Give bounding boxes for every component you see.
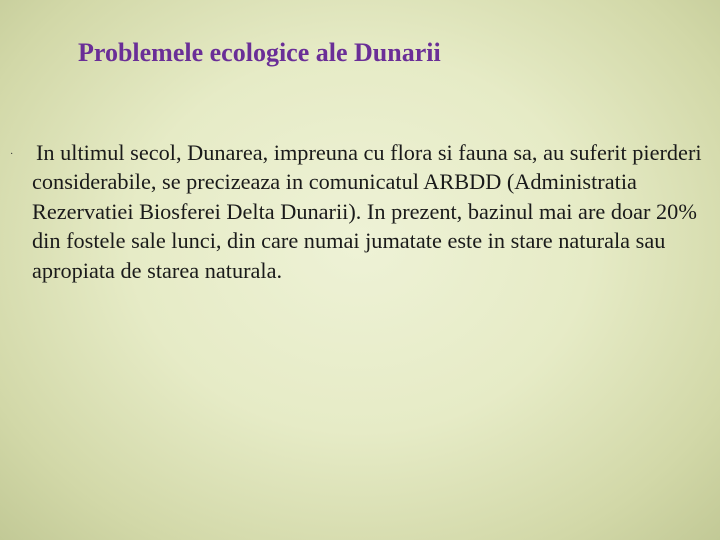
- bullet-text: In ultimul secol, Dunarea, impreuna cu flora si fauna sa, au suferit pierderi considerabile, se precizeaza in comunicatul ARBDD (Administratia Rezervatiei Biosferei Delta Dunarii). In prezent, bazinul mai are doar 20% din fostele sale lunci, din care numai jumatate este in stare naturala sau apropiata de starea naturala.: [32, 140, 702, 283]
- slide-title: Problemele ecologice ale Dunarii: [78, 38, 441, 67]
- bullet-marker-icon: ·: [10, 149, 14, 160]
